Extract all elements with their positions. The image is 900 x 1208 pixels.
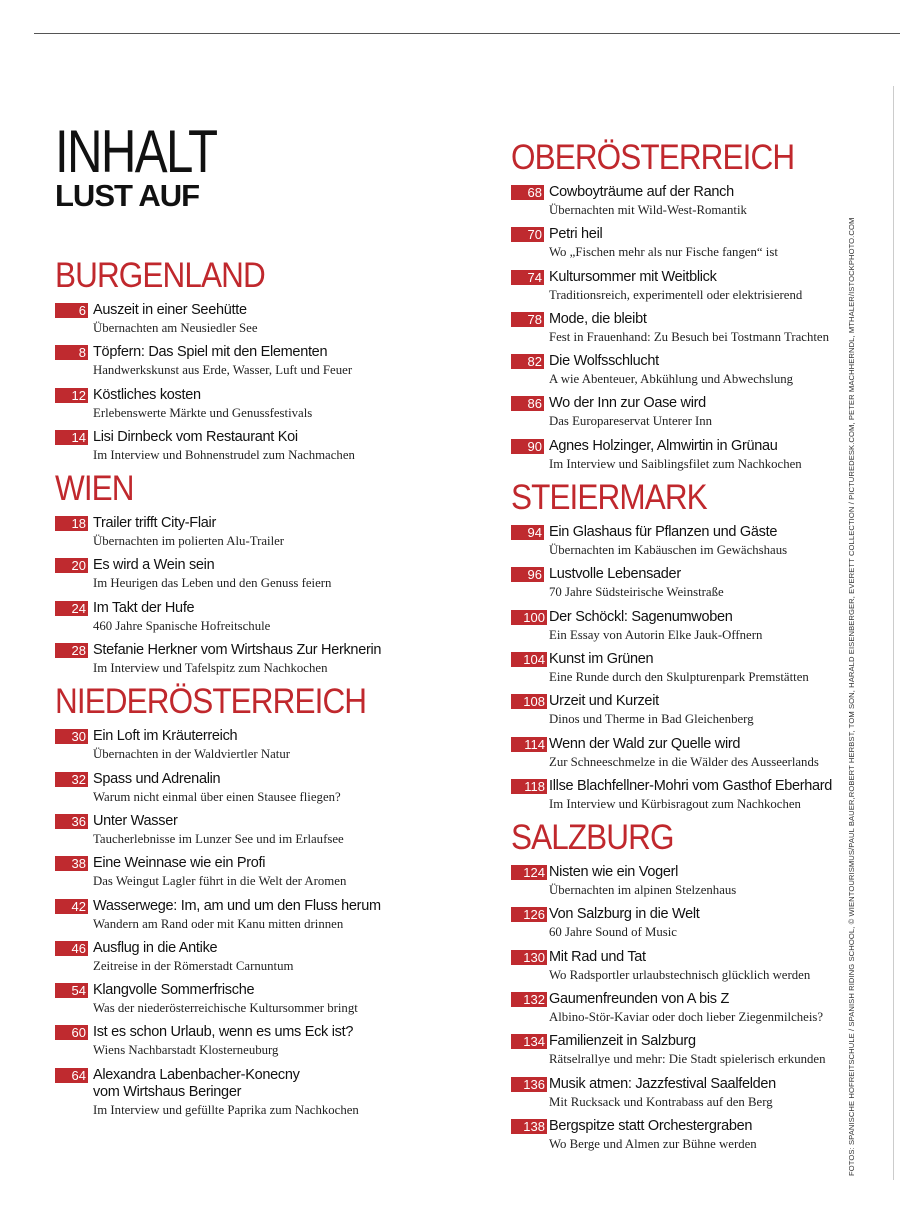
top-rule	[34, 33, 900, 34]
page-number: 32	[55, 772, 88, 787]
toc-entry[interactable]	[511, 906, 900, 948]
entry-title: Wenn der Wald zur Quelle wird	[549, 735, 741, 752]
photo-credits: FOTOS: SPANISCHE HOFREITSCHULE / SPANISH RIDING SCHOOL, © WIENTOURISMUS/PAUL BAUER,ROBERT HERBST, TOM SON, HARALD EISENBERGER, EVERETT COLLECTION / PICTUREDESK.COM, PETER MACHHERNDL, MTHALER/ISTOCKPHOTO.COM	[847, 217, 856, 1176]
page-number: 100	[511, 610, 547, 625]
toc-entry[interactable]	[511, 736, 900, 778]
page-number: 86	[511, 396, 544, 411]
toc-entry[interactable]	[55, 1024, 445, 1066]
entry-title: Cowboyträume auf der Ranch	[549, 184, 734, 200]
entry-title: Illse Blachfellner-Mohri vom Gasthof Eberhard	[549, 777, 833, 794]
page-number: 8	[55, 345, 88, 360]
page-number: 60	[55, 1025, 88, 1040]
entry-title: Agnes Holzinger, Almwirtin in Grünau	[549, 437, 778, 454]
entry-subtitle: Das Europareservat Unterer Inn	[549, 414, 713, 429]
page-number: 136	[511, 1077, 547, 1092]
entry-subtitle: Eine Runde durch den Skulpturenpark Premstätten	[549, 669, 809, 684]
entry-title: Stefanie Herkner vom Wirtshaus Zur Herknerin	[93, 642, 382, 659]
entry-subtitle: Zeitreise in der Römerstadt Carnuntum	[93, 958, 294, 973]
page-number: 94	[511, 525, 544, 540]
toc-entry[interactable]	[55, 771, 445, 813]
entry-title: Urzeit und Kurzeit	[549, 693, 659, 710]
section-title: BURGENLAND	[55, 256, 265, 295]
entry-title: Ist es schon Urlaub, wenn es ums Eck ist?	[93, 1024, 354, 1041]
entry-subtitle: Fest in Frauenhand: Zu Besuch bei Tostmann Trachten	[549, 329, 830, 344]
entry-subtitle: Im Interview und gefüllte Paprika zum Nachkochen	[93, 1102, 359, 1117]
entry-subtitle: Handwerkskunst aus Erde, Wasser, Luft und Feuer	[93, 363, 353, 378]
page-number: 96	[511, 567, 544, 582]
entry-title: Es wird a Wein sein	[93, 557, 215, 574]
page-number: 20	[55, 558, 88, 573]
entry-subtitle: Ein Essay von Autorin Elke Jauk-Offnern	[549, 627, 763, 642]
entry-title: Ein Glashaus für Pflanzen und Gäste	[549, 524, 778, 541]
entry-title: Auszeit in einer Seehütte	[93, 302, 247, 318]
entry-subtitle: Übernachten im polierten Alu-Trailer	[93, 534, 285, 549]
page-number: 108	[511, 694, 547, 709]
page-number: 64	[55, 1068, 88, 1083]
page-number: 104	[511, 652, 547, 667]
entry-title: Alexandra Labenbacher-Konecny	[93, 1066, 300, 1083]
entry-subtitle: Im Heurigen das Leben und den Genuss feiern	[93, 576, 332, 591]
entry-title-line2: vom Wirtshaus Beringer	[93, 1083, 242, 1100]
entry-subtitle: Was der niederösterreichische Kultursommer bringt	[93, 1001, 358, 1016]
entry-subtitle: Übernachten in der Waldviertler Natur	[93, 747, 291, 762]
toc-entry[interactable]	[511, 184, 900, 226]
entry-subtitle: A wie Abenteuer, Abkühlung und Abwechslung	[549, 372, 794, 387]
entry-title: Kunst im Grünen	[549, 650, 654, 667]
entry-title: Ein Loft im Kräuterreich	[93, 728, 238, 745]
entry-subtitle: Übernachten mit Wild-West-Romantik	[549, 203, 747, 217]
page-number: 42	[55, 899, 88, 914]
page-number: 30	[55, 729, 88, 744]
entry-title: Der Schöckl: Sagenumwoben	[549, 608, 733, 625]
entry-subtitle: Übernachten am Neusiedler See	[93, 321, 258, 335]
toc-entry[interactable]	[55, 813, 445, 855]
entry-title: Trailer trifft City-Flair	[93, 515, 217, 532]
section-title: SALZBURG	[511, 818, 674, 858]
page-number: 54	[55, 983, 88, 998]
entry-title: Gaumenfreunden von A bis Z	[549, 991, 730, 1008]
toc-entry[interactable]	[511, 1033, 900, 1075]
entry-subtitle: Wo Radsportler urlaubstechnisch glücklich werden	[549, 967, 811, 982]
section-wien	[55, 471, 445, 684]
entry-title: Kultursommer mit Weitblick	[549, 268, 717, 285]
toc-entry[interactable]	[511, 269, 900, 311]
page-number: 6	[55, 303, 88, 318]
entry-title: Wo der Inn zur Oase wird	[549, 395, 706, 412]
entry-subtitle: Wo „Fischen mehr als nur Fische fangen“ ist	[549, 245, 778, 260]
toc-entry[interactable]	[511, 778, 900, 820]
entry-subtitle: 460 Jahre Spanische Hofreitschule	[93, 618, 271, 633]
section-niederoesterreich	[55, 684, 445, 1124]
entry-subtitle: Mit Rucksack und Kontrabass auf den Berg	[549, 1094, 773, 1109]
toc-entry[interactable]	[511, 524, 900, 566]
entry-subtitle: 60 Jahre Sound of Music	[549, 925, 677, 940]
page-number: 124	[511, 865, 547, 880]
toc-entry[interactable]	[511, 438, 900, 480]
toc-entry[interactable]	[55, 515, 445, 557]
page-number: 68	[511, 185, 544, 200]
entry-subtitle: Wo Berge und Almen zur Bühne werden	[549, 1136, 757, 1151]
entry-title: Spass und Adrenalin	[93, 770, 221, 787]
page-number: 78	[511, 312, 544, 327]
entry-title: Mit Rad und Tat	[549, 948, 646, 965]
section-burgenland	[55, 258, 445, 471]
toc-entry[interactable]	[55, 855, 445, 897]
left-column	[55, 258, 445, 1125]
toc-entry[interactable]	[511, 991, 900, 1033]
page-number: 90	[511, 439, 544, 454]
toc-entry[interactable]	[511, 1076, 900, 1118]
entry-title: Lustvolle Lebensader	[549, 566, 681, 583]
toc-entry[interactable]	[511, 949, 900, 991]
entry-subtitle: Im Interview und Bohnenstrudel zum Nachmachen	[93, 447, 355, 462]
page-number: 18	[55, 516, 88, 531]
entry-subtitle: Rätselrallye und mehr: Die Stadt spielerisch erkunden	[549, 1052, 826, 1067]
entry-subtitle: Übernachten im alpinen Stelzenhaus	[549, 883, 737, 898]
entry-subtitle: Dinos und Therme in Bad Gleichenberg	[549, 712, 754, 727]
entry-subtitle: Zur Schneeschmelze in die Wälder des Ausseerlands	[549, 754, 819, 769]
section-oberoesterreich	[511, 140, 900, 480]
section-steiermark	[511, 480, 900, 820]
entry-subtitle: Im Interview und Kürbisragout zum Nachkochen	[549, 796, 801, 811]
toc-entry[interactable]	[55, 429, 445, 471]
toc-entry[interactable]	[511, 693, 900, 735]
page-number: 114	[511, 737, 547, 752]
entry-subtitle: Erlebenswerte Märkte und Genussfestivals	[93, 405, 313, 420]
section-salzburg	[511, 820, 900, 1160]
entry-subtitle: Wandern am Rand oder mit Kanu mitten drinnen	[93, 916, 344, 931]
toc-entry[interactable]	[55, 728, 445, 770]
section-title: OBERÖSTERREICH	[511, 138, 795, 177]
entry-title: Nisten wie ein Vogerl	[549, 864, 679, 881]
entry-subtitle: Warum nicht einmal über einen Stausee fliegen?	[93, 789, 341, 804]
page-number: 46	[55, 941, 88, 956]
toc-entry[interactable]	[511, 1118, 900, 1160]
entry-title: Lisi Dirnbeck vom Restaurant Koi	[93, 428, 298, 445]
page-subtitle: LUST AUF	[55, 178, 200, 213]
toc-entry[interactable]	[55, 302, 445, 344]
page-number: 12	[55, 388, 88, 403]
entry-subtitle: Im Interview und Tafelspitz zum Nachkochen	[93, 661, 328, 676]
toc-entry[interactable]	[55, 940, 445, 982]
toc-entry[interactable]	[511, 651, 900, 693]
entry-title: Bergspitze statt Orchestergraben	[549, 1117, 753, 1134]
entry-subtitle: Wiens Nachbarstadt Klosterneuburg	[93, 1043, 279, 1058]
section-title: NIEDERÖSTERREICH	[55, 682, 367, 722]
entry-title: Wasserwege: Im, am und um den Fluss herum	[93, 897, 381, 914]
toc-entry[interactable]	[511, 395, 900, 437]
entry-title: Klangvolle Sommerfrische	[93, 982, 255, 999]
toc-entry[interactable]	[55, 898, 445, 940]
entry-title: Von Salzburg in die Welt	[549, 906, 700, 923]
toc-entry[interactable]	[55, 557, 445, 599]
entry-subtitle: Traditionsreich, experimentell oder elektrisierend	[549, 287, 803, 302]
entry-title: Im Takt der Hufe	[93, 599, 195, 616]
page-number: 74	[511, 270, 544, 285]
entry-subtitle: Taucherlebnisse im Lunzer See und im Erlaufsee	[93, 831, 344, 846]
toc-entry[interactable]	[511, 226, 900, 268]
page-title: INHALT	[55, 118, 217, 185]
entry-title: Eine Weinnase wie ein Profi	[93, 855, 266, 872]
entry-title: Ausflug in die Antike	[93, 939, 218, 956]
toc-entry[interactable]	[55, 600, 445, 642]
page-number: 126	[511, 907, 547, 922]
entry-title: Unter Wasser	[93, 812, 178, 829]
page-number: 82	[511, 354, 544, 369]
page-number: 36	[55, 814, 88, 829]
entry-title: Die Wolfsschlucht	[549, 353, 659, 370]
entry-title: Petri heil	[549, 226, 603, 243]
section-title: STEIERMARK	[511, 478, 707, 518]
entry-subtitle: Übernachten im Kabäuschen im Gewächshaus	[549, 543, 788, 558]
entry-subtitle: Albino-Stör-Kaviar oder doch lieber Ziegenmilcheis?	[549, 1010, 824, 1025]
entry-title: Töpfern: Das Spiel mit den Elementen	[93, 344, 328, 361]
toc-entry[interactable]	[511, 353, 900, 395]
page-number: 14	[55, 430, 88, 445]
entry-title: Familienzeit in Salzburg	[549, 1033, 696, 1050]
entry-title: Musik atmen: Jazzfestival Saalfelden	[549, 1075, 776, 1092]
page-number: 130	[511, 950, 547, 965]
toc-entry[interactable]	[55, 642, 445, 684]
toc-entry[interactable]	[511, 311, 900, 353]
toc-entry[interactable]	[55, 344, 445, 386]
right-column	[511, 140, 900, 1160]
toc-entry[interactable]	[55, 1067, 445, 1125]
entry-subtitle: Das Weingut Lagler führt in die Welt der Aromen	[93, 874, 347, 889]
toc-entry[interactable]	[55, 387, 445, 429]
page-number: 138	[511, 1119, 547, 1134]
page-number: 38	[55, 856, 88, 871]
entry-title: Mode, die bleibt	[549, 310, 647, 327]
toc-entry[interactable]	[511, 566, 900, 608]
entry-subtitle: 70 Jahre Südsteirische Weinstraße	[549, 585, 724, 600]
page-number: 70	[511, 227, 544, 242]
page-number: 28	[55, 643, 88, 658]
page-number: 132	[511, 992, 547, 1007]
entry-subtitle: Im Interview und Saiblingsfilet zum Nachkochen	[549, 456, 802, 471]
toc-entry[interactable]	[511, 609, 900, 651]
entry-title: Köstliches kosten	[93, 386, 201, 403]
toc-entry[interactable]	[55, 982, 445, 1024]
section-title: WIEN	[55, 469, 134, 509]
toc-entry[interactable]	[511, 864, 900, 906]
page-number: 118	[511, 779, 547, 794]
page-number: 24	[55, 601, 88, 616]
page-number: 134	[511, 1034, 547, 1049]
